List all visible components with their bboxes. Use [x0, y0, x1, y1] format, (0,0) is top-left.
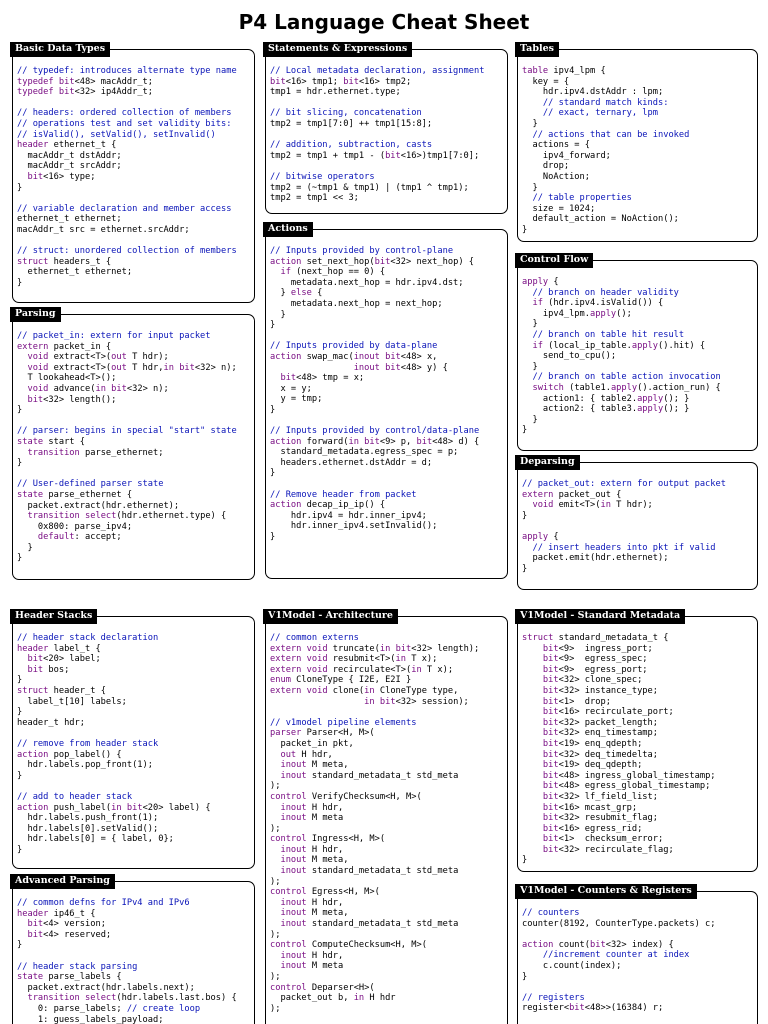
- v1model-architecture-heading: V1Model - Architecture: [263, 609, 398, 624]
- v1model-architecture-code: // common externs extern void truncate(in bit<32> length); extern void resubmit<T>(in T x); extern void recirculate<T>(in T x); enum CloneType { I2E, E2I } extern void clone(in CloneType type, in bit<32> session); // v1model pipeline elements parser Parser<H, M>( packet_in pkt, out H hdr, inout M meta, inout standard_metadata_t std_meta ); control VerifyChecksum<H, M>( inout H hdr, inout M meta ); control Ingress<H, M>( inout H hdr, inout M meta, inout standard_metadata_t std_meta ); control Egress<H, M>( inout H hdr, inout M meta, inout standard_metadata_t std_meta ); control ComputeChecksum<H, M>( inout H hdr, inout M meta ); control Deparser<H>( packet_out b, in H hdr );: [270, 633, 480, 1014]
- statements-heading: Statements & Expressions: [263, 42, 412, 57]
- v1model-metadata-panel: [517, 610, 758, 872]
- parsing-panel: [12, 308, 255, 580]
- advanced-parsing-code: // common defns for IPv4 and IPv6 header ip46_t { bit<4> version; bit<4> reserved; } // header stack parsing state parse_labels { packet.extract(hdr.labels.next); transition select(hdr.labels.last.bos) { 0: parse_labels; // create loop 1: guess_labels_payload;: [17, 898, 237, 1024]
- basic-data-types-panel: [12, 43, 255, 303]
- advanced-parsing-heading: Advanced Parsing: [10, 874, 115, 889]
- v1model-counters-panel: [517, 885, 758, 1024]
- control-flow-panel: [517, 254, 758, 451]
- advanced-parsing-panel: [12, 875, 255, 1024]
- tables-code: table ipv4_lpm { key = { hdr.ipv4.dstAddr : lpm; // standard match kinds: // exact, ternary, lpm } // actions that can be invoked actions = { ipv4_forward; drop; NoAction; } // table properties size = 1024; default_action = NoAction(); }: [522, 66, 690, 235]
- actions-heading: Actions: [263, 222, 313, 237]
- actions-code: // Inputs provided by control-plane action set_next_hop(bit<32> next_hop) { if (next_hop == 0) { metadata.next_hop = hdr.ipv4.dst; } else { metadata.next_hop = next_hop; } } // Inputs provided by data-plane action swap_mac(inout bit<48> x, inout bit<48> y) { bit<48> tmp = x; x = y; y = tmp; } // Inputs provided by control/data-plane action forward(in bit<9> p, bit<48> d) { standard_metadata.egress_spec = p; headers.ethernet.dstAddr = d; } // Remove header from packet action decap_ip_ip() { hdr.ipv4 = hdr.inner_ipv4; hdr.inner_ipv4.setInvalid(); }: [270, 246, 480, 543]
- deparsing-heading: Deparsing: [515, 455, 580, 470]
- header-stacks-panel: [12, 610, 255, 869]
- v1model-metadata-code: struct standard_metadata_t { bit<9> ingress_port; bit<9> egress_spec; bit<9> egress_port; bit<32> clone_spec; bit<32> instance_type; bit<1> drop; bit<16> recirculate_port; bit<32> packet_length; bit<32> enq_timestamp; bit<19> enq_qdepth; bit<32> deq_timedelta; bit<19> deq_qdepth; bit<48> ingress_global_timestamp; bit<48> egress_global_timestamp; bit<32> lf_field_list; bit<16> mcast_grp; bit<32> resubmit_flag; bit<16> egress_rid; bit<1> checksum_error; bit<32> recirculate_flag; }: [522, 633, 716, 866]
- parsing-heading: Parsing: [10, 307, 61, 322]
- control-flow-code: apply { // branch on header validity if (hdr.ipv4.isValid()) { ipv4_lpm.apply(); } // branch on table hit result if (local_ip_table.apply().hit) { send_to_cpu(); } // branch on table action invocation switch (table1.apply().action_run) { action1: { table2.apply(); } action2: { table3.apply(); } } }: [522, 277, 721, 436]
- basic-data-types-heading: Basic Data Types: [10, 42, 110, 57]
- deparsing-panel: [517, 456, 758, 590]
- page-title: P4 Language Cheat Sheet: [238, 10, 530, 34]
- v1model-counters-heading: V1Model - Counters & Registers: [515, 884, 697, 899]
- control-flow-heading: Control Flow: [515, 253, 593, 268]
- v1model-architecture-panel: [265, 610, 508, 1024]
- tables-heading: Tables: [515, 42, 559, 57]
- statements-panel: [265, 43, 508, 214]
- header-stacks-heading: Header Stacks: [10, 609, 97, 624]
- header-stacks-code: // header stack declaration header label_t { bit<20> label; bit bos; } struct header_t { label_t[10] labels; } header_t hdr; // remove from header stack action pop_label() { hdr.labels.pop_front(1); } // add to header stack action push_label(in bit<20> label) { hdr.labels.push_front(1); hdr.labels[0].setValid(); hdr.labels[0] = { label, 0}; }: [17, 633, 211, 855]
- v1model-metadata-heading: V1Model - Standard Metadata: [515, 609, 685, 624]
- parsing-code: // packet_in: extern for input packet extern packet_in { void extract<T>(out T hdr); void extract<T>(out T hdr,in bit<32> n); T lookahead<T>(); void advance(in bit<32> n); bit<32> length(); } // parser: begins in special "start" state state start { transition parse_ethernet; } // User-defined parser state state parse_ethernet { packet.extract(hdr.ethernet); transition select(hdr.ethernet.type) { 0x800: parse_ipv4; default: accept; } }: [17, 331, 237, 564]
- v1model-counters-code: // counters counter(8192, CounterType.packets) c; action count(bit<32> index) { //increment counter at index c.count(index); } // registers register<bit<48>>(16384) r;: [522, 908, 716, 1014]
- actions-panel: [265, 223, 508, 579]
- basic-data-types-code: // typedef: introduces alternate type name typedef bit<48> macAddr_t; typedef bit<32> ip4Addr_t; // headers: ordered collection of members // operations test and set validity bits: // isValid(), setValid(), setInvalid() header ethernet_t { macAddr_t dstAddr; macAddr_t srcAddr; bit<16> type; } // variable declaration and member access ethernet_t ethernet; macAddr_t src = ethernet.srcAddr; // struct: unordered collection of members struct headers_t { ethernet_t ethernet; }: [17, 66, 237, 288]
- tables-panel: [517, 43, 758, 242]
- statements-code: // Local metadata declaration, assignment bit<16> tmp1; bit<16> tmp2; tmp1 = hdr.ethernet.type; // bit slicing, concatenation tmp2 = tmp1[7:0] ++ tmp1[15:8]; // addition, subtraction, casts tmp2 = tmp1 + tmp1 - (bit<16>)tmp1[7:0]; // bitwise operators tmp2 = (~tmp1 & tmp1) | (tmp1 ^ tmp1); tmp2 = tmp1 << 3;: [270, 66, 485, 204]
- deparsing-code: // packet_out: extern for output packet extern packet_out { void emit<T>(in T hdr); } apply { // insert headers into pkt if valid packet.emit(hdr.ethernet); }: [522, 479, 726, 574]
